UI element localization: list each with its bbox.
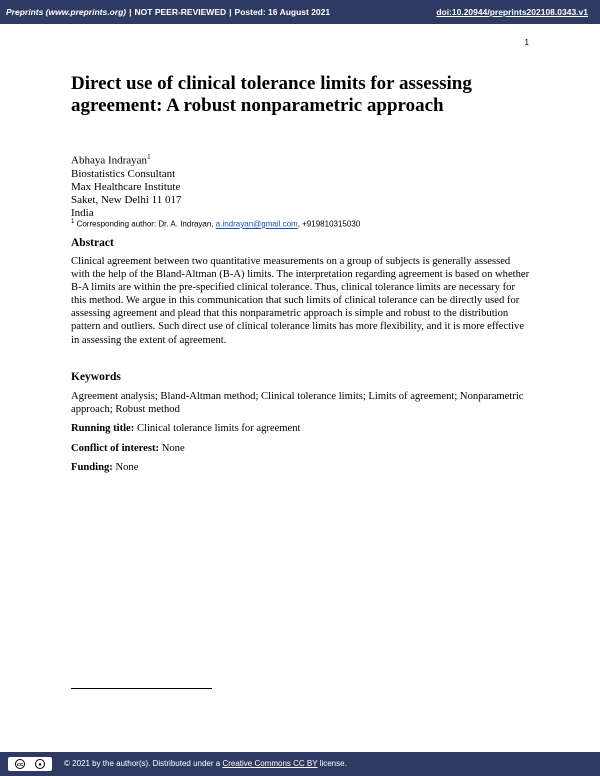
page-number: 1 xyxy=(524,38,529,47)
running-title xyxy=(71,423,301,434)
license-prefix: © 2021 by the author(s). Distributed under a xyxy=(64,759,223,768)
review-status: NOT PEER-REVIEWED xyxy=(134,7,227,17)
license-footer-bar xyxy=(0,752,600,776)
keywords-text: Agreement analysis; Bland-Altman method; Clinical tolerance limits; Limits of agreement; Nonparametric approach; Robust method xyxy=(71,391,524,416)
affiliation-line: India xyxy=(71,207,94,220)
license-suffix: license. xyxy=(317,759,347,768)
cc-by-badge-icon[interactable] xyxy=(8,757,52,771)
by-person-icon: ● xyxy=(35,759,45,769)
keywords-heading: Keywords xyxy=(71,371,121,383)
author-name: Abhaya Indrayan xyxy=(71,154,148,167)
affiliation-line: Biostatistics Consultant xyxy=(71,167,176,180)
preprint-header-bar xyxy=(0,0,600,24)
separator: | xyxy=(229,7,232,17)
license-link[interactable]: Creative Commons CC BY xyxy=(222,759,318,768)
email-link[interactable]: a.indrayan@gmail.com xyxy=(215,219,298,229)
author-block xyxy=(71,151,182,221)
funding-value: None xyxy=(115,462,139,473)
corr-sup: 1 xyxy=(71,219,75,225)
paper-title: Direct use of clinical tolerance limits for assessing agreement: A robust nonparametric approach xyxy=(71,73,472,116)
corr-prefix: Corresponding author: Dr. A. Indrayan, xyxy=(76,219,216,229)
corr-suffix: , +919810315030 xyxy=(297,219,361,229)
conflict-value: None xyxy=(161,443,185,454)
conflict-label: Conflict of interest: xyxy=(71,443,160,454)
funding-label: Funding: xyxy=(71,462,113,473)
author-sup: 1 xyxy=(147,153,151,161)
separator: | xyxy=(129,7,132,17)
corresponding-author xyxy=(71,219,360,229)
affiliation-line: Saket, New Delhi 11 017 xyxy=(71,194,182,207)
funding xyxy=(71,462,138,473)
cc-icon: cc xyxy=(15,759,25,769)
running-title-value: Clinical tolerance limits for agreement xyxy=(136,423,301,434)
running-title-label: Running title: xyxy=(71,423,135,434)
footnote-rule xyxy=(71,688,212,689)
conflict-of-interest xyxy=(71,443,185,454)
site-link[interactable]: Preprints (www.preprints.org) xyxy=(6,7,127,17)
doi-link[interactable]: doi:10.20944/preprints202108.0343.v1 xyxy=(436,7,588,17)
license-text xyxy=(64,759,347,768)
author-name-line xyxy=(71,151,182,168)
abstract-heading: Abstract xyxy=(71,237,114,249)
posted-date: Posted: 16 August 2021 xyxy=(234,7,331,17)
header-left xyxy=(6,7,330,17)
affiliation-line: Max Healthcare Institute xyxy=(71,181,181,194)
abstract-text: Clinical agreement between two quantitative measurements on a group of subjects is generally assessed with the help of the Bland-Altman (B-A) limits. The interpretation regarding agreement is based on whether B-A limits are within the pre-specified clinical tolerance. Thus, clinical tolerance limits are necessary for this method. We argue in this communication that such limits of clinical tolerance can be directly used for assessing agreement and plead that this nonparametric approach is simple and robust to the distribution pattern and outliers. Such direct use of clinical tolerance limits has more flexibility, and it is more effective in assessing the extent of agreement. xyxy=(71,256,530,346)
